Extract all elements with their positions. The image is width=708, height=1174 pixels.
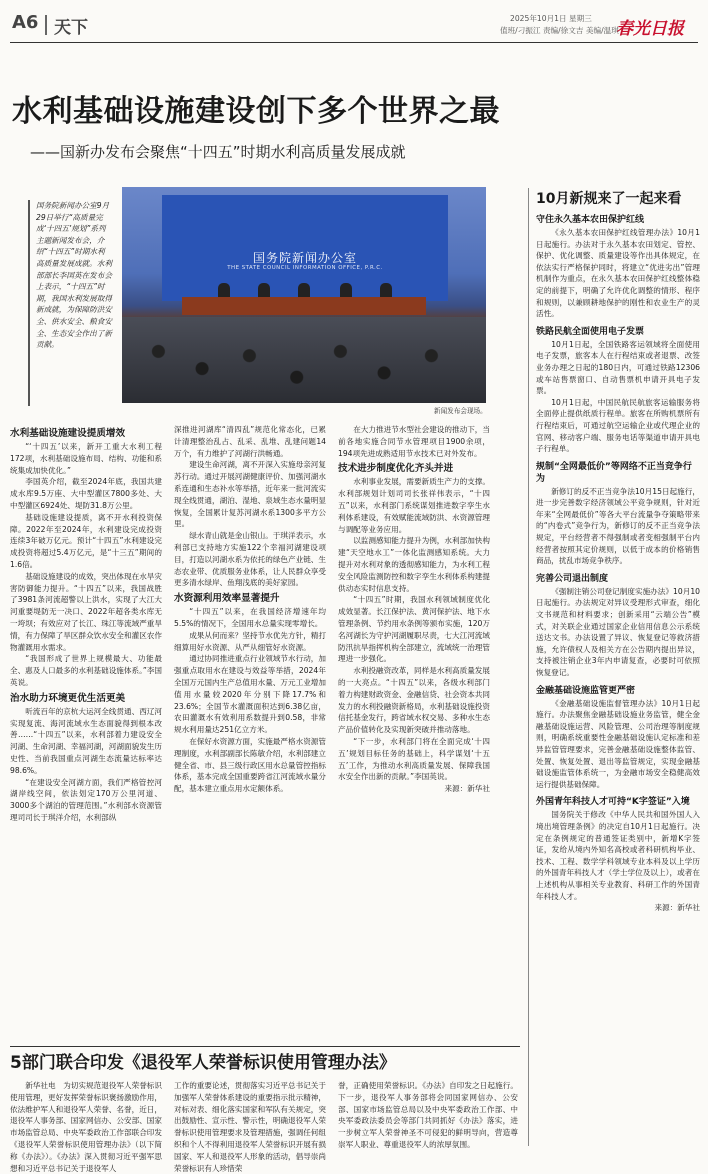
photo-caption: 国务院新闻办公室9月29日举行“高质量完成‘十四五’规划”系列主题新闻发布会，介绍“十四五”时期水利高质量发展成就。水利部部长李国英在发布会上表示，“十四五”时期，我国水利发展取得新成就，为保障防洪安全、供水安全、粮食安全、生态安全作出了新贡献。	[36, 201, 112, 350]
photo-backdrop-title: 国务院新闻办公室	[252, 251, 357, 265]
sidebar-item-heading: 外国青年科技人才可持“K字签证”入境	[536, 797, 690, 808]
article-paragraph: 建设生命河湖，离不开深入实施母亲河复苏行动。通过开展河湖健康评价、加强河湖水系连通和生态补水等举措，近年来一批河流实现全线贯通，湖泊、湿地、泉域生态水量明显恢复，全国累计复苏河湖水系1300多平方公里。	[174, 460, 326, 529]
photo-caption-box	[28, 200, 112, 406]
bottom-rule	[10, 1046, 520, 1047]
sidebar-item-heading: 铁路民航全面使用电子发票	[536, 326, 645, 337]
page-number: A6	[12, 12, 39, 33]
article-paragraph: 深推进河湖库“清四乱”规范化常态化，已累计清理整治乱占、乱采、乱堆、乱建问题14万个，有力维护了河湖行洪畅通。	[174, 425, 326, 458]
article-column-2	[174, 424, 326, 1036]
press-conference-photo	[122, 187, 486, 403]
article-paragraph: “十四五”时期，我国水利领域制度优化成效显著。长江保护法、黄河保护法、地下水管理条例、节约用水条例等颁布实施，120万名河湖长为守护河湖履职尽责，七大江河流域防汛抗旱指挥机构全部建立，流域统一治理管理进一步强化。	[338, 595, 490, 664]
sidebar-new-rules	[536, 190, 700, 1150]
header-divider	[45, 15, 47, 35]
sidebar-item-paragraph: 10月1日起，中国民航民航旅客运输服务将全面停止提供纸质行程单。旅客在所购机票所有行程结束后，可通过航空运输企业或代理企业的官网、移动客户端、服务电话等渠道申请开具电子行程单。	[536, 397, 700, 454]
section-subheading: 治水助力环境更优生活更美	[10, 692, 126, 704]
article-paragraph: 听流百年的京杭大运河全线贯通、西辽河实现复流、海河流域水生态面貌得到根本改善……“十四五”以来，水利部着力建设安全河湖、生命河湖、幸福河湖，河湖面貌发生历史性、当前我国重点河湖生态流量达标率达98.6%。	[10, 706, 162, 775]
header-rule	[10, 42, 698, 43]
bottom-column-2	[174, 1080, 326, 1173]
sidebar-item-paragraph: 《永久基本农田保护红线管理办法》10月1日起施行。办法对于永久基本农田划定、管控、保护、优化调整、质量建设等作出具体规定，在依法实行严格保护同时，将建立“优进劣出”管理机制作为重点，在永久基本农田保护红线整体稳定的前提下，明确了允许优化调整的情形、程序和规则，以兼顾耕地保护的刚性和农业生产的灵活性。	[536, 228, 700, 319]
article-paragraph: “下一步，水利部门将在全面完成‘十四五’规划目标任务的基础上，科学谋划‘十五五’工作，为推动水利高质量发展、保障我国水安全作出新的贡献。”李国英说。	[338, 736, 490, 782]
sidebar-item-heading: 守住永久基本农田保护红线	[536, 215, 645, 225]
article-paragraph: 水利投融资改革，同样是水利高质量发展的一大亮点。“十四五”以来，各级水利部门着力构建财政资金、金融信贷、社会资本共同发力的水利投融资新格局，水利基础设施投资信托基金发行，跨省域水权交易、多种水生态产品价值转化及实现新突破并推动落地。	[338, 666, 490, 735]
sidebar-items	[536, 214, 700, 902]
sidebar-item-paragraph: 新修订的反不正当竞争法10月15日起施行，进一步完善数字经济领域公平竞争规则，针对近年来“全网最低价”等各大平台流量争夺策略带来的“内卷式”竞争行为，新修订的反不正当竞争法规定，平台经营者不得强制或者变相强制平台内经营者按照其定价规则，以低于成本的价格销售商品，扰乱市场竞争秩序。	[536, 486, 700, 566]
bottom-paragraph: 新华社电 为切实规范退役军人荣誉标识使用管理，更好发挥荣誉标识褒扬激励作用，依法维护军人和退役军人荣誉、名誉，近日，退役军人事务部、国家网信办、公安部、国家市场监管总局、中央军委政治工作部联合印发《退役军人荣誉标识使用管理办法》（以下简称《办法》）。《办法》深入贯彻习近平强军思想和习近平总书记关于退役军人	[10, 1081, 162, 1173]
bottom-column-3	[338, 1080, 518, 1150]
bottom-headline: 5部门联合印发《退役军人荣誉标识使用管理办法》	[10, 1053, 396, 1073]
article-paragraph: 成果从何而来？坚持节水优先方针，精打细算用好水资源、从严从细管好水资源。	[174, 630, 326, 652]
section-subheading: 技术进步制度优化齐头并进	[338, 463, 454, 475]
sidebar-item-paragraph: 《金融基础设施监督管理办法》10月1日起施行。办法聚焦金融基础设施业务监管，健全金融基础设施运营、风险管理、公司治理等制度规则，明确系统重要性金融基础设施认定标准和差异监管管理要求，完善金融基础设施整体监管、处置、恢复处置、退出等监管规定，实现金融基础设施监管体系统一，为金融市场安全稳健高效运行提供基础保障。	[536, 698, 700, 789]
main-headline: 水利基础设施建设创下多个世界之最	[12, 94, 500, 129]
article-paragraph: 在大力推进节水型社会建设的推动下，当前各地实施合同节水管理项目1900余项，194项先进成熟适用节水技术已对外发布。	[338, 425, 490, 458]
sidebar-item-paragraph: 10月1日起，全国铁路客运领域将全面使用电子发票，旅客本人在行程结束或者退票、改签业务办理之日起的180日内，可通过铁路12306或车站售票窗口、自动售票机申请开具电子发票。	[536, 339, 700, 396]
sidebar-credit: 来源：新华社	[654, 903, 700, 913]
section-subheading: 水利基础设施建设提质增效	[10, 428, 126, 439]
bottom-paragraph: 誉，正确使用荣誉标识。《办法》自印发之日起施行。下一步，退役军人事务部将会同国家网信办、公安部、国家市场监管总局以及中央军委政治工作部、中央军委政法委员会等部门共同抓好《办法》落实，进一步树立军人荣誉神圣不可侵犯的鲜明导向，营造尊崇军人职业、尊重退役军人的浓厚氛围。	[338, 1081, 518, 1149]
issue-date: 2025年10月1日 星期三	[510, 14, 592, 23]
article-paragraph: “我国形成了世界上规模最大、功能最全、惠及人口最多的水利基础设施体系。”李国英说。	[10, 654, 163, 687]
article-paragraph: “在建设安全河湖方面，我们严格管控河湖岸线空间，依法划定170万公里河道、3000多个湖泊的管理范围。”水利部水资源管理司司长于琪洋介绍，水利部纵	[10, 777, 162, 822]
sidebar-divider	[528, 188, 529, 1146]
photo-credit: 新闻发布会现场。	[434, 407, 487, 415]
article-paragraph: 基础设施建设的成效，突出体现在水旱灾害防御能力提升。“十四五”以来，我国战胜了3981条河流超警以上洪水，实现了大江大河重要堤防无一决口、2022年超各类水库无一垮坝；有效应对了长江、珠江等流域严重旱情，有力保障了旱区群众饮水安全和灌区农作物灌溉用水需求。	[10, 571, 162, 652]
sidebar-item-heading: 金融基础设施监管更严密	[536, 685, 636, 696]
article-paragraph: 水利事业发展，需要新质生产力的支撑。水利部规划计划司司长张祥伟表示，“十四五”以来，水利部门系统谋划推进数字孪生水利体系建设，有效赋能流域防洪、水资源管理与调配等业务应用。	[338, 477, 490, 534]
sidebar-item-heading: 规制“全网最低价”等网络不正当竞争行为	[536, 461, 692, 484]
photo-backdrop-subtitle: THE STATE COUNCIL INFORMATION OFFICE, P.R.C.	[227, 265, 383, 271]
editor-line: 值班/刁振江 责编/徐文吉 美编/温琪	[500, 26, 619, 35]
article-column-1	[10, 424, 162, 1036]
sidebar-item-paragraph: 国务院关于修改《中华人民共和国外国人入境出境管理条例》的决定自10月1日起施行。决定在条例规定的普通签证类别中，新增K字签证，发给从境内外知名高校或者科研机构毕业、技术、工程、数学学科领域专业本科及以上学历的外国青年科技人才（学士学位及以上），或者在上述机构从事相关专业教育、科研工作的外国青年科技人才。	[536, 810, 700, 901]
sub-headline: ——国新办发布会聚焦“十四五”时期水利高质量发展成就	[30, 143, 406, 161]
bottom-paragraph: 工作的重要论述，贯彻落实习近平总书记关于加强军人荣誉体系建设的重要指示批示精神，对标对表、细化落实国家和军队有关规定，突出鼓励性、宣示性、警示性，明确退役军人荣誉标识使用管理要求及管理措施，强调任何组织和个人不得利用退役军人荣誉标识开展有损国家、军人和退役军人形象的活动，倡导崇尚荣誉标识有人珍惜荣	[174, 1081, 326, 1173]
article-paragraph: 基础设施建设提质，离不开水利投资保障。2022年至2024年，水利建设完成投资连续3年破万亿元。预计“十四五”水利建设完成投资将超过5.4万亿元，是“十三五”期间的1.6倍。	[10, 512, 162, 569]
masthead-logo: 春光日报	[616, 19, 684, 39]
photo-audience	[122, 317, 486, 403]
section-name: 天下	[54, 18, 88, 38]
article-paragraph: 以监测感知能力提升为例，水利部加快构建“天空地水工”一体化监测感知系统。大力提升对水利对象的透彻感知能力，为水利工程安全风险监测防控和数字孪生水利体系构建提供动态实时信息支持。	[338, 536, 490, 593]
photo-stage-table	[182, 297, 426, 315]
article-paragraph: “‘十四五’以来，新开工重大水利工程172项，水利基础设施布局、结构、功能和系统集成加快优化。”	[10, 442, 162, 475]
sidebar-item-paragraph: 《强制注销公司登记制度实施办法》10月10日起施行。办法规定对异议受理形式审查，细化文书规范和材料要求；创新采用“云端公告”模式，对关联企业通过国家企业信用信息公示系统送达文书。办法设置了异议、恢复登记等救济措施，允许债权人及相关方在公告期内提出异议，支持被注销企业3年内申请复查，必要时可依照恢复登记。	[536, 586, 700, 677]
article-credit: 来源：新华社	[444, 784, 490, 794]
article-paragraph: 在保好水资源方面，实施最严格水资源管理制度，水利部副部长陈敏介绍，水利部建立健全省、市、县三级行政区用水总量管控指标体系，基本完成全国重要跨省江河流域水量分配，基本建立重点用水定额体系。	[174, 736, 326, 794]
article-paragraph: 通过协同推进重点行业领域节水行动，加强重点取用水在建设与效益等举措，2024年全国万元国内生产总值用水量、万元工业增加值用水量较2020年分别下降17.7%和23.6%；全国节水灌溉面积达到6.38亿亩，农田灌溉水有效利用系数提升到0.58，非常规水利用量达251亿立方米。	[174, 654, 326, 735]
article-paragraph: “十四五”以来，在我国经济增速年均5.5%的情况下，全国用水总量实现零增长。	[174, 607, 326, 628]
article-paragraph: 绿水青山就是金山银山。于琪洋表示，水利部已支持地方实施122个幸福河湖建设项目，打造以河湖水系为依托的绿色产业链、生态农业带、优质服务业体系，让人民群众享受更多清水绿岸、鱼翔浅底的美好家园。	[174, 531, 326, 588]
article-paragraph: 李国英介绍，截至2024年底，我国共建成水库9.5万座、大中型灌区7800多处、大中型灌区6924处、堤防31.8万公里。	[10, 477, 162, 510]
article-column-3	[338, 424, 490, 1036]
sidebar-item-heading: 完善公司退出制度	[536, 573, 609, 584]
sidebar-title: 10月新规来了一起来看	[536, 191, 682, 207]
bottom-column-1	[10, 1080, 162, 1173]
section-subheading: 水资源利用效率显著提升	[174, 593, 280, 605]
